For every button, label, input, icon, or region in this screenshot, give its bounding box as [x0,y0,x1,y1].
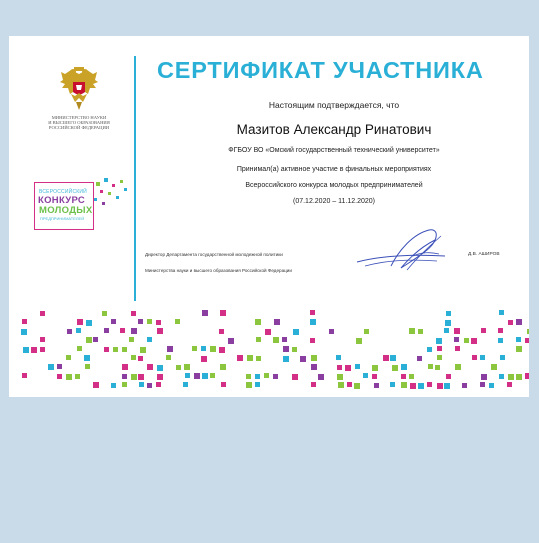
pattern-square [462,383,467,388]
ministry-name [29,115,129,131]
pattern-square [156,382,161,387]
pattern-square [122,347,127,352]
pattern-square [525,373,529,379]
pattern-square [364,329,369,334]
pattern-square [345,365,351,371]
pattern-square [508,374,514,380]
pattern-square [67,329,72,334]
pattern-square [516,374,522,380]
pattern-square [401,382,407,388]
pattern-square [247,355,253,361]
pattern-square [185,373,190,378]
pattern-square [131,311,136,316]
participation-text: Принимал(а) активное участие в финальных мероприятиях [236,166,432,173]
signatory-name: Д.В. АШИРОВ [468,252,500,257]
pattern-square [210,346,216,352]
pattern-square [498,328,503,333]
pattern-square [436,338,442,344]
pattern-square [283,346,289,352]
pattern-square [76,328,81,333]
pattern-square [220,364,226,370]
pattern-square [336,355,341,360]
contest-dates: (07.12.2020 – 11.12.2020) [293,198,375,205]
pattern-square [454,337,459,342]
pattern-square [111,383,116,388]
pattern-square [175,319,180,324]
pattern-square [84,355,90,361]
pattern-square [444,328,449,333]
emblem-icon [59,66,99,112]
pattern-square [147,319,152,324]
pattern-square [418,329,423,334]
pattern-square [491,364,497,370]
pattern-square [220,310,226,316]
pattern-square [184,364,190,370]
pattern-square [354,383,360,389]
pattern-square [31,347,37,353]
pattern-square [480,382,485,387]
pattern-square [21,329,27,335]
pattern-square [293,329,299,335]
signatory-position: Директор Департамента государственной молодежной политики [145,252,283,257]
pattern-square [122,374,127,379]
pattern-square [273,374,278,379]
pattern-square [311,382,316,387]
pattern-square [310,310,315,315]
pattern-square [131,328,137,334]
university-name: ФГБОУ ВО «Омский государственный технический университет» [228,147,440,154]
pattern-square [292,374,298,380]
pattern-square [481,328,486,333]
ministry-line: РОССИЙСКОЙ ФЕДЕРАЦИИ [48,125,110,131]
pattern-square [329,329,334,334]
pattern-square [122,364,128,370]
pattern-square [256,356,261,361]
pattern-square [292,347,297,352]
pattern-square [347,382,352,387]
contest-logo-line: ВСЕРОССИЙСКИЙ [39,189,87,195]
pattern-square [183,382,188,387]
contest-logo-line: КОНКУРС [38,195,86,206]
pattern-square [102,311,107,316]
pattern-square [75,374,80,379]
pattern-square [176,365,181,370]
confirm-text: Настоящим подтверждается, что [268,100,400,110]
pattern-square [310,338,315,343]
pattern-square [113,347,118,352]
pattern-square [311,364,317,370]
signatory-organization: Министерства науки и высшего образования Российской Федерации [145,268,292,273]
pattern-square [337,374,343,380]
pattern-square [498,338,503,343]
pattern-square [202,373,208,379]
pattern-square [401,374,406,379]
ministry-line: МИНИСТЕРСТВО НАУКИ [51,115,107,120]
pattern-square [337,365,342,370]
pattern-square [255,382,260,387]
pattern-square [464,338,469,343]
pattern-square [401,364,407,370]
pattern-square [255,374,260,379]
pattern-square [131,374,137,380]
pattern-square [372,365,378,371]
pattern-square [471,338,477,344]
pattern-square [86,337,92,343]
decorative-pixel-pattern [9,308,529,397]
pattern-square [445,320,451,326]
pattern-square [111,319,116,324]
pattern-square [481,374,487,380]
pattern-square [202,310,208,316]
pattern-square [157,328,163,334]
contest-logo-line: ПРЕДПРИНИМАТЕЛЕЙ [40,216,85,221]
pattern-square [446,311,451,316]
pattern-square [311,355,317,361]
pattern-square [246,374,251,379]
pattern-square [93,382,99,388]
pattern-square [157,365,163,371]
pattern-square [499,374,504,379]
pattern-square [310,319,316,325]
pattern-square [507,382,512,387]
pattern-square [508,320,513,325]
pattern-square [156,320,161,325]
pattern-square [131,355,136,360]
pattern-square [66,355,71,360]
pattern-square [455,364,461,370]
pattern-square [516,337,521,342]
pattern-square [283,356,289,362]
pattern-square [355,364,360,369]
pattern-square [237,355,243,361]
pattern-square [246,382,252,388]
pattern-square [409,374,414,379]
pattern-square [455,346,460,351]
pattern-square [219,329,224,334]
pattern-square [147,383,152,388]
pattern-square [480,355,485,360]
contest-logo-line: МОЛОДЫХ [39,205,93,216]
pattern-square [129,337,134,342]
pattern-square [454,328,460,334]
certificate-title: СЕРТИФИКАТ УЧАСТНИКА [157,57,484,83]
pattern-square [147,364,153,370]
pattern-square [265,329,271,335]
pattern-square [85,364,90,369]
pattern-square [255,319,261,325]
pattern-square [40,311,45,316]
pattern-square [417,356,422,361]
pattern-square [282,337,287,342]
pattern-square [23,347,29,353]
pattern-square [372,374,377,379]
pattern-square [525,338,529,343]
pattern-square [192,346,197,351]
pattern-square [40,347,45,352]
pattern-square [489,383,494,388]
pattern-square [390,355,396,361]
pattern-square [318,374,324,380]
pattern-square [104,328,109,333]
pattern-square [516,319,522,325]
pattern-square [48,364,54,370]
pattern-square [256,337,261,342]
pattern-square [437,355,442,360]
recipient-name: Мазитов Александр Ринатович [236,122,432,137]
pattern-square [228,338,234,344]
pattern-square [390,382,395,387]
pattern-square [274,319,280,325]
pattern-square [427,382,432,387]
pattern-square [139,382,144,387]
ministry-line: И ВЫСШЕГО ОБРАЗОВАНИЯ [48,120,110,126]
pattern-square [383,355,389,361]
pattern-square [138,374,144,380]
pattern-square [166,355,171,360]
pattern-square [201,356,207,362]
pattern-square [409,328,415,334]
pattern-square [418,383,424,389]
pattern-square [86,320,92,326]
pattern-square [40,337,45,342]
pattern-square [57,364,62,369]
pattern-square [428,364,433,369]
pattern-square [77,319,83,325]
pattern-square [410,383,416,389]
pattern-square [201,346,206,351]
pattern-square [435,365,440,370]
pattern-square [363,373,368,378]
pattern-square [120,328,125,333]
pattern-square [527,329,529,334]
pattern-square [273,337,279,343]
handwritten-signature [351,226,451,276]
pattern-square [93,337,98,342]
contest-logo [34,182,94,230]
pattern-square [264,373,269,378]
pattern-square [210,373,215,378]
pattern-square [356,338,362,344]
pattern-square [66,374,72,380]
pattern-square [437,383,443,389]
pattern-square [500,355,505,360]
pattern-square [338,382,344,388]
pattern-square [140,347,146,353]
pattern-square [147,337,152,342]
pattern-square [437,346,442,351]
pattern-square [219,347,225,353]
pattern-square [138,356,143,361]
vertical-divider [134,56,136,301]
pattern-square [22,319,27,324]
certificate-sheet [9,36,529,397]
pattern-square [300,356,306,362]
pattern-square [221,382,226,387]
pattern-square [104,347,109,352]
pattern-square [122,382,127,387]
pattern-square [167,346,173,352]
pattern-square [392,365,398,371]
pattern-square [499,310,504,315]
pattern-square [444,383,450,389]
pattern-square [138,319,143,324]
pattern-square [57,374,62,379]
pattern-square [374,383,379,388]
pattern-square [427,347,432,352]
pattern-square [22,373,27,378]
pattern-square [472,355,477,360]
pattern-square [77,346,82,351]
pattern-square [194,373,200,379]
pattern-square [157,374,163,380]
pattern-square [516,346,522,352]
contest-name: Всероссийского конкурса молодых предпринимателей [245,182,423,189]
pattern-square [446,374,451,379]
